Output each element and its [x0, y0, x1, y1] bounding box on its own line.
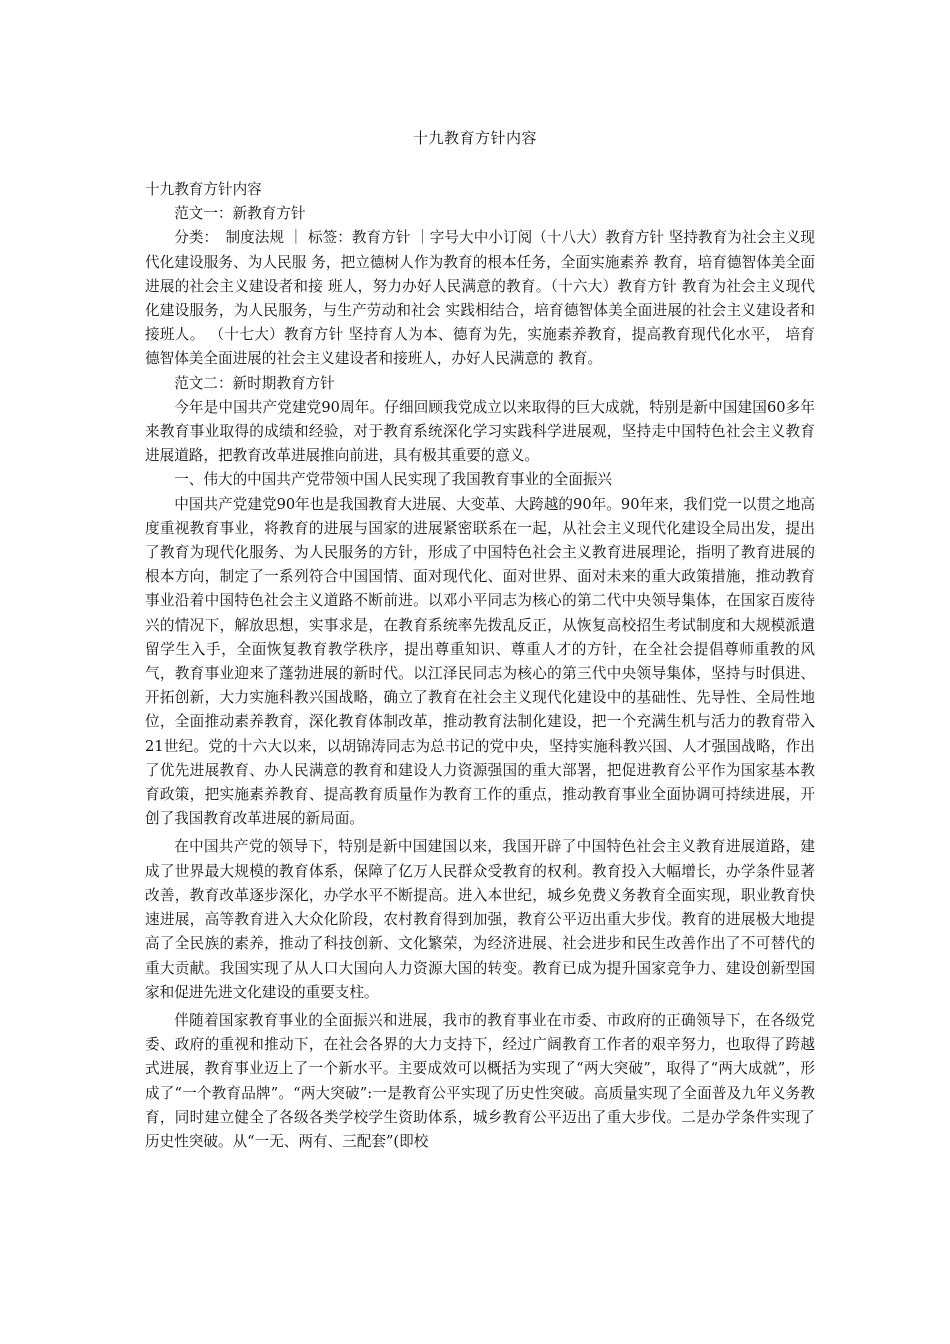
sample1-label: 范文一：新教育方针 [174, 205, 306, 223]
body-paragraph-1: 中国共产党建党90年也是我国教育大进展、大变革、大跨越的90年。90年来，我们党一以贯之地高度重视教育事业，将教育的进展与国家的进展紧密联系在一起，从社会主义现代化建设全局出发，提出了教育为现代化服务、为人民服务的方针，形成了中国特色社会主义教育进展理论，指明了教育进展的根本方向，制定了一系列符合中国国情、面对现代化、面对世界、面对未来的重大政策措施，推动教育事业沿着中国特色社会主义道路不断前进。以邓小平同志为核心的第二代中央领导集体，在国家百废待兴的情况下，解放思想，实事求是，在教育系统率先拨乱反正，从恢复高校招生考试制度和大规模派遣留学生入手，全面恢复教育教学秩序，提出尊重知识、尊重人才的方针，在全社会提倡尊师重教的风气，教育事业迎来了蓬勃进展的新时代。以江泽民同志为核心的第三代中央领导集体，坚持与时俱进、开拓创新，大力实施科教兴国战略，确立了教育在社会主义现代化建设中的基础性、先导性、全局性地位，全面推动素养教育，深化教育体制改革，推动教育法制化建设，把一个充满生机与活力的教育带入21世纪。党的十六大以来，以胡锦涛同志为总书记的党中央，坚持实施科教兴国、人才强国战略，作出了优先进展教育、办人民满意的教育和建设人力资源强国的重大部署，把促进教育公平作为国家基本教育政策，把实施素养教育、提高教育质量作为教育工作的重点，推动教育事业全面协调可持续进展，开创了我国教育改革进展的新局面。 [145, 495, 815, 828]
sample1-paragraph: 分类： 制度法规 ｜ 标签：教育方针 ｜字号大中小订阅（十八大）教育方针 坚持教育为社会主义现代化建设服务、为人民服 务，把立德树人作为教育的根本任务，全面实施素养 教育，培育德智体美全面进展的社会主义建设者和接 班人，努力办好人民满意的教育。（十六大）教育方针 教育为社会主义现代化建设服务，为人民服务，与生产劳动和社会 实践相结合，培育德智体美全面进展的社会主义建设者和接班人。 （十七大）教育方针 坚持育人为本、德育为先，实施素养教育，提高教育现代化水平， 培育德智体美全面进展的社会主义建设者和接班人，办好人民满意的 教育。 [145, 229, 815, 368]
body-heading: 十九教育方针内容 [145, 181, 262, 198]
document-title: 十九教育方针内容 [412, 129, 537, 147]
document-body [145, 178, 815, 1154]
sample2-label: 范文二：新时期教育方针 [174, 374, 335, 392]
intro-paragraph: 今年是中国共产党建党90周年。仔细回顾我党成立以来取得的巨大成就，特别是新中国建国60多年来教育事业取得的成绩和经验，对于教育系统深化学习实践科学进展观，坚持走中国特色社会主义教育进展道路，把教育改革进展推向前进，具有极其重要的意义。 [145, 398, 815, 465]
section1-heading: 一、伟大的中国共产党带领中国人民实现了我国教育事业的全面振兴 [174, 471, 613, 489]
body-paragraph-3: 伴随着国家教育事业的全面振兴和进展，我市的教育事业在市委、市政府的正确领导下，在各级党委、政府的重视和推动下，在社会各界的大力支持下，经过广阔教育工作者的艰辛努力，也取得了跨越式进展，教育事业迈上了一个新水平。主要成效可以概括为实现了“两大突破”，取得了“两大成就”，形成了“一个教育品牌”。“两大突破”:一是教育公平实现了历史性突破。高质量实现了全面普及九年义务教育，同时建立健全了各级各类学校学生资助体系，城乡教育公平迈出了重大步伐。二是办学条件实现了历史性突破。从“一无、两有、三配套”(即校 [145, 1011, 815, 1150]
body-paragraph-2: 在中国共产党的领导下，特别是新中国建国以来，我国开辟了中国特色社会主义教育进展道路，建成了世界最大规模的教育体系，保障了亿万人民群众受教育的权利。教育投入大幅增长，办学条件显著改善，教育改革逐步深化，办学水平不断提高。进入本世纪，城乡免费义务教育全面实现，职业教育快速进展，高等教育进入大众化阶段，农村教育得到加强，教育公平迈出重大步伐。教育的进展极大地提高了全民族的素养，推动了科技创新、文化繁荣，为经济进展、社会进步和民生改善作出了不可替代的重大贡献。我国实现了从人口大国向人力资源大国的转变。教育已成为提升国家竞争力、建设创新型国家和促进先进文化建设的重要支柱。 [145, 838, 815, 1001]
